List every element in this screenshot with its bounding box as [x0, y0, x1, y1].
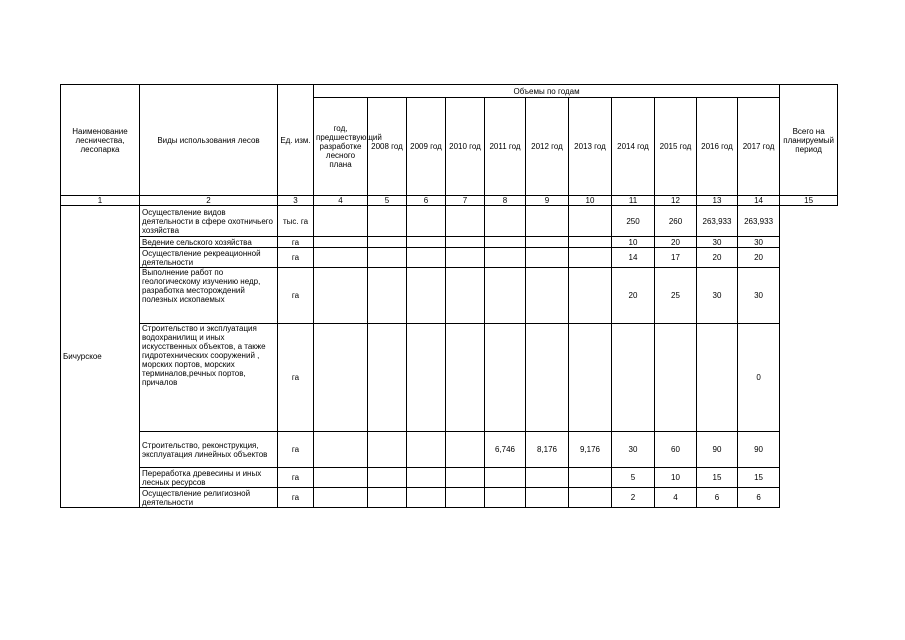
value-cell: [485, 237, 526, 248]
column-number: 8: [485, 196, 526, 206]
value-cell: [485, 268, 526, 324]
value-cell: [526, 248, 569, 268]
value-cell: [485, 206, 526, 237]
column-number: 5: [368, 196, 407, 206]
use-kind-cell: Ведение сельского хозяйства: [140, 237, 278, 248]
use-kind-cell: Осуществление видов деятельности в сфере охотничьего хозяйства: [140, 206, 278, 237]
header-year: 2010 год: [446, 98, 485, 196]
column-number: 10: [569, 196, 612, 206]
header-forestry: Наименование лесничества, лесопарка: [61, 85, 140, 196]
column-number: 9: [526, 196, 569, 206]
value-cell: [368, 468, 407, 488]
value-cell: [314, 268, 368, 324]
value-cell: [446, 324, 485, 432]
header-year: 2017 год: [738, 98, 780, 196]
value-cell: 30: [697, 237, 738, 248]
table-row: [61, 268, 838, 324]
value-cell: [407, 268, 446, 324]
value-cell: [526, 206, 569, 237]
value-cell: 15: [697, 468, 738, 488]
unit-cell: га: [278, 432, 314, 468]
value-cell: 30: [697, 268, 738, 324]
value-cell: 6,746: [485, 432, 526, 468]
value-cell: 250: [612, 206, 655, 237]
use-kind-cell: Строительство и эксплуатация водохранилищ и иных искусственных объектов, а также гидротехнических сооружений , морских портов, морских терминалов,речных портов, причалов: [140, 324, 278, 432]
value-cell: [407, 206, 446, 237]
value-cell: [485, 488, 526, 508]
value-cell: [526, 488, 569, 508]
column-number: 7: [446, 196, 485, 206]
use-kind-cell: Осуществление рекреационной деятельности: [140, 248, 278, 268]
value-cell: [446, 432, 485, 468]
column-number: 2: [140, 196, 278, 206]
value-cell: [446, 468, 485, 488]
value-cell: [526, 268, 569, 324]
column-number: 6: [407, 196, 446, 206]
value-cell: [407, 237, 446, 248]
value-cell: [526, 324, 569, 432]
column-number: 15: [780, 196, 838, 206]
total-cell: 15: [738, 468, 780, 488]
value-cell: [314, 248, 368, 268]
value-cell: [446, 237, 485, 248]
value-cell: 14: [612, 248, 655, 268]
table-row: [61, 237, 838, 248]
total-cell: 0: [738, 324, 780, 432]
value-cell: [485, 468, 526, 488]
value-cell: [569, 237, 612, 248]
value-cell: 4: [655, 488, 697, 508]
value-cell: 260: [655, 206, 697, 237]
unit-cell: га: [278, 248, 314, 268]
unit-cell: га: [278, 268, 314, 324]
header-year: 2011 год: [485, 98, 526, 196]
header-kinds: Виды использования лесов: [140, 85, 278, 196]
value-cell: [314, 237, 368, 248]
header-year: 2014 год: [612, 98, 655, 196]
use-kind-cell: Строительство, реконструкция, эксплуатация линейных объектов: [140, 432, 278, 468]
value-cell: [697, 324, 738, 432]
value-cell: 25: [655, 268, 697, 324]
table-row: [61, 488, 838, 508]
value-cell: [569, 488, 612, 508]
header-unit: Ед. изм.: [278, 85, 314, 196]
value-cell: [368, 488, 407, 508]
use-kind-cell: Переработка древесины и иных лесных ресурсов: [140, 468, 278, 488]
forestry-name-cell: Бичурское: [61, 206, 140, 508]
value-cell: [485, 248, 526, 268]
header-year: 2015 год: [655, 98, 697, 196]
value-cell: 263,933: [697, 206, 738, 237]
unit-cell: га: [278, 324, 314, 432]
value-cell: 6: [697, 488, 738, 508]
value-cell: [485, 324, 526, 432]
value-cell: [368, 324, 407, 432]
value-cell: [314, 206, 368, 237]
table-row: [61, 206, 838, 237]
value-cell: [446, 488, 485, 508]
unit-cell: тыс. га: [278, 206, 314, 237]
value-cell: [407, 324, 446, 432]
value-cell: [569, 468, 612, 488]
column-number: 3: [278, 196, 314, 206]
header-year: 2008 год: [368, 98, 407, 196]
column-number: 11: [612, 196, 655, 206]
column-number: 1: [61, 196, 140, 206]
column-number: 14: [738, 196, 780, 206]
use-kind-cell: Осуществление религиозной деятельности: [140, 488, 278, 508]
table-row: [61, 324, 838, 432]
column-number: 13: [697, 196, 738, 206]
header-total: Всего на планируемый период: [780, 85, 838, 196]
value-cell: 30: [612, 432, 655, 468]
value-cell: 8,176: [526, 432, 569, 468]
value-cell: 2: [612, 488, 655, 508]
value-cell: [569, 248, 612, 268]
value-cell: [569, 206, 612, 237]
unit-cell: га: [278, 488, 314, 508]
value-cell: [407, 248, 446, 268]
value-cell: [569, 324, 612, 432]
unit-cell: га: [278, 468, 314, 488]
header-year: 2009 год: [407, 98, 446, 196]
total-cell: 90: [738, 432, 780, 468]
total-cell: 30: [738, 268, 780, 324]
use-kind-cell: Выполнение работ по геологическому изучению недр, разработка месторождений полезных ископаемых: [140, 268, 278, 324]
column-number: 4: [314, 196, 368, 206]
value-cell: 5: [612, 468, 655, 488]
value-cell: [407, 468, 446, 488]
value-cell: [446, 206, 485, 237]
value-cell: [314, 432, 368, 468]
value-cell: [368, 268, 407, 324]
value-cell: [368, 432, 407, 468]
value-cell: [314, 468, 368, 488]
value-cell: [314, 488, 368, 508]
value-cell: 20: [655, 237, 697, 248]
total-cell: 6: [738, 488, 780, 508]
value-cell: [526, 237, 569, 248]
value-cell: [407, 432, 446, 468]
header-year: 2013 год: [569, 98, 612, 196]
value-cell: [612, 324, 655, 432]
value-cell: [314, 324, 368, 432]
header-year: 2016 год: [697, 98, 738, 196]
header-volumes-group: Объемы по годам: [314, 85, 780, 98]
value-cell: [526, 468, 569, 488]
value-cell: [368, 206, 407, 237]
value-cell: 17: [655, 248, 697, 268]
column-numbers-row: [61, 196, 838, 206]
header-year: 2012 год: [526, 98, 569, 196]
table-row: [61, 248, 838, 268]
table-row: [61, 468, 838, 488]
total-cell: 30: [738, 237, 780, 248]
total-cell: 263,933: [738, 206, 780, 237]
unit-cell: га: [278, 237, 314, 248]
value-cell: [569, 268, 612, 324]
value-cell: [407, 488, 446, 508]
total-cell: 20: [738, 248, 780, 268]
value-cell: 20: [697, 248, 738, 268]
value-cell: 10: [612, 237, 655, 248]
column-number: 12: [655, 196, 697, 206]
value-cell: 20: [612, 268, 655, 324]
value-cell: [655, 324, 697, 432]
value-cell: 10: [655, 468, 697, 488]
value-cell: 9,176: [569, 432, 612, 468]
value-cell: 90: [697, 432, 738, 468]
forest-use-table: [60, 84, 838, 508]
value-cell: [368, 248, 407, 268]
value-cell: [368, 237, 407, 248]
header-prior-year: год, предшествующий разработке лесного плана: [314, 98, 368, 196]
value-cell: [446, 268, 485, 324]
table-row: [61, 432, 838, 468]
value-cell: [446, 248, 485, 268]
value-cell: 60: [655, 432, 697, 468]
